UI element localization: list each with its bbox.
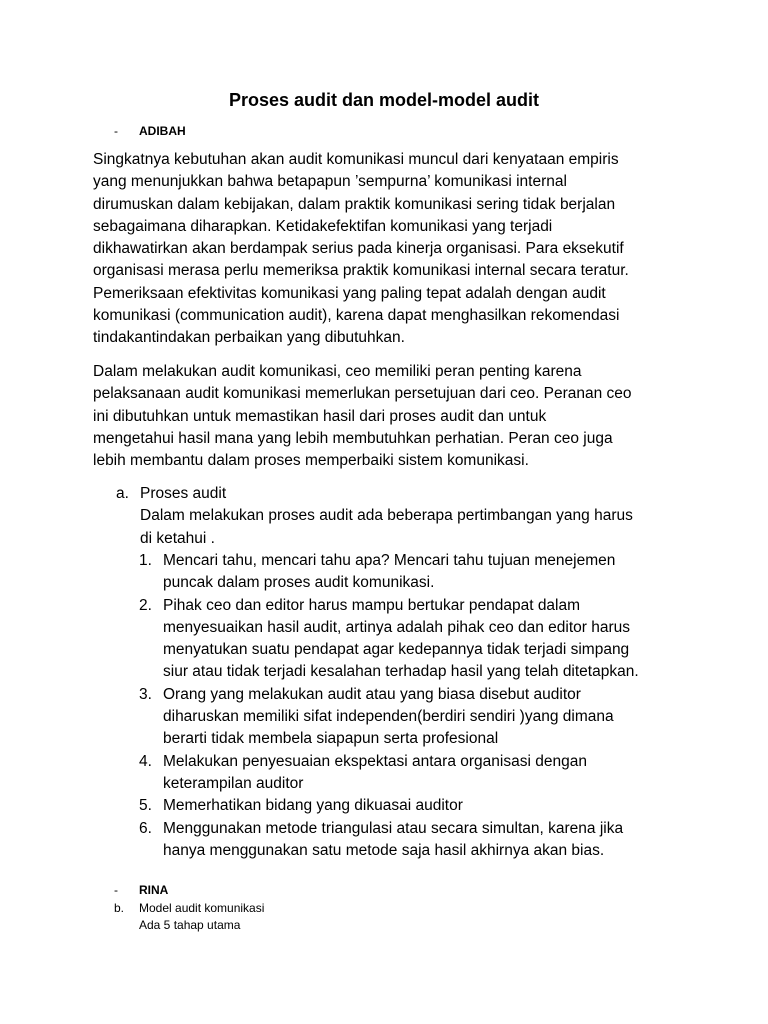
item-text: menyesuaikan hasil audit, artinya adalah pihak ceo dan editor harus	[163, 618, 631, 636]
list-item	[139, 818, 639, 863]
paragraph-line: ini dibutuhkan untuk memastikan hasil dari proses audit dan untuk	[93, 407, 547, 425]
item-text: keterampilan auditor	[163, 774, 304, 792]
paragraph-line: lebih membantu dalam proses memperbaiki sistem komunikasi.	[93, 452, 529, 470]
list-item	[139, 550, 639, 595]
numbered-list	[139, 550, 639, 862]
item-text: Melakukan penyesuaian ekspektasi antara organisasi dengan	[163, 752, 587, 770]
list-item	[139, 795, 639, 817]
list-item	[139, 684, 639, 751]
paragraph-line: organisasi merasa perlu memeriksa praktik komunikasi internal secara teratur.	[93, 262, 629, 280]
item-number: 2.	[139, 596, 152, 614]
author-adibah	[114, 123, 186, 139]
item-number: 5.	[139, 797, 152, 815]
item-number: 6.	[139, 819, 152, 837]
list-marker: a.	[116, 485, 129, 502]
section-a	[116, 483, 633, 550]
list-marker: b.	[114, 901, 125, 915]
section-heading: Proses audit	[140, 485, 227, 502]
paragraph-line: komunikasi (communication audit), karena dapat menghasilkan rekomendasi	[93, 307, 620, 325]
item-text: Mencari tahu, mencari tahu apa? Mencari tahu tujuan menejemen	[163, 552, 616, 569]
item-number: 1.	[139, 552, 152, 569]
paragraph-line: sebagaimana diharapkan. Ketidakefektifan komunikasi yang terjadi	[93, 217, 553, 235]
dash-marker: -	[114, 883, 118, 897]
paragraph-line: pelaksanaan audit komunikasi memerlukan persetujuan dari ceo. Peranan ceo	[93, 385, 632, 403]
section-sub: Ada 5 tahap utama	[139, 918, 241, 932]
list-item	[139, 751, 639, 796]
section-intro-line: di ketahui .	[140, 529, 215, 547]
paragraph-line: dirumuskan dalam kebijakan, dalam praktik komunikasi sering tidak berjalan	[93, 195, 616, 213]
list-item	[139, 595, 639, 684]
item-text: siur atau tidak terjadi kesalahan terhadap hasil yang telah ditetapkan.	[163, 663, 639, 681]
item-text: berarti tidak membela siapapun serta profesional	[163, 730, 499, 748]
author-rina	[114, 882, 168, 898]
section-intro-line: Dalam melakukan proses audit ada beberapa pertimbangan yang harus	[140, 507, 633, 525]
item-text: Orang yang melakukan audit atau yang biasa disebut auditor	[163, 685, 581, 703]
paragraph-line: dikhawatirkan akan berdampak serius pada kinerja organisasi. Para eksekutif	[93, 240, 624, 258]
item-text: Pihak ceo dan editor harus mampu bertukar pendapat dalam	[163, 596, 581, 614]
author-name: RINA	[139, 883, 169, 897]
document-title: Proses audit dan model-model audit	[228, 90, 540, 110]
item-text: Menggunakan metode triangulasi atau secara simultan, karena jika	[163, 819, 624, 837]
item-text: menyatukan suatu pendapat agar kedepannya tidak terjadi simpang	[163, 641, 630, 659]
dash-marker: -	[114, 124, 118, 138]
section-b	[114, 900, 264, 934]
item-number: 3.	[139, 685, 152, 703]
section-heading: Model audit komunikasi	[139, 901, 265, 915]
paragraph-line: tindakantindakan perbaikan yang dibutuhkan.	[93, 329, 405, 347]
item-text: puncak dalam proses audit komunikasi.	[163, 574, 435, 592]
paragraph-line: Dalam melakukan audit komunikasi, ceo memiliki peran penting karena	[93, 363, 582, 380]
item-text: diharuskan memiliki sifat independen(berdiri sendiri )yang dimana	[163, 708, 614, 726]
item-text: hanya menggunakan satu metode saja hasil akhirnya akan bias.	[163, 841, 605, 859]
paragraph-1	[93, 149, 693, 350]
paragraph-line: mengetahui hasil mana yang lebih membutuhkan perhatian. Peran ceo juga	[93, 429, 613, 447]
author-name: ADIBAH	[139, 124, 186, 138]
item-number: 4.	[139, 752, 152, 770]
paragraph-line: yang menunjukkan bahwa betapapun ’sempurna’ komunikasi internal	[93, 173, 567, 191]
paragraph-line: Singkatnya kebutuhan akan audit komunikasi muncul dari kenyataan empiris	[93, 151, 619, 168]
paragraph-2	[93, 361, 693, 472]
paragraph-line: Pemeriksaan efektivitas komunikasi yang paling tepat adalah dengan audit	[93, 284, 606, 302]
item-text: Memerhatikan bidang yang dikuasai auditor	[163, 797, 463, 815]
